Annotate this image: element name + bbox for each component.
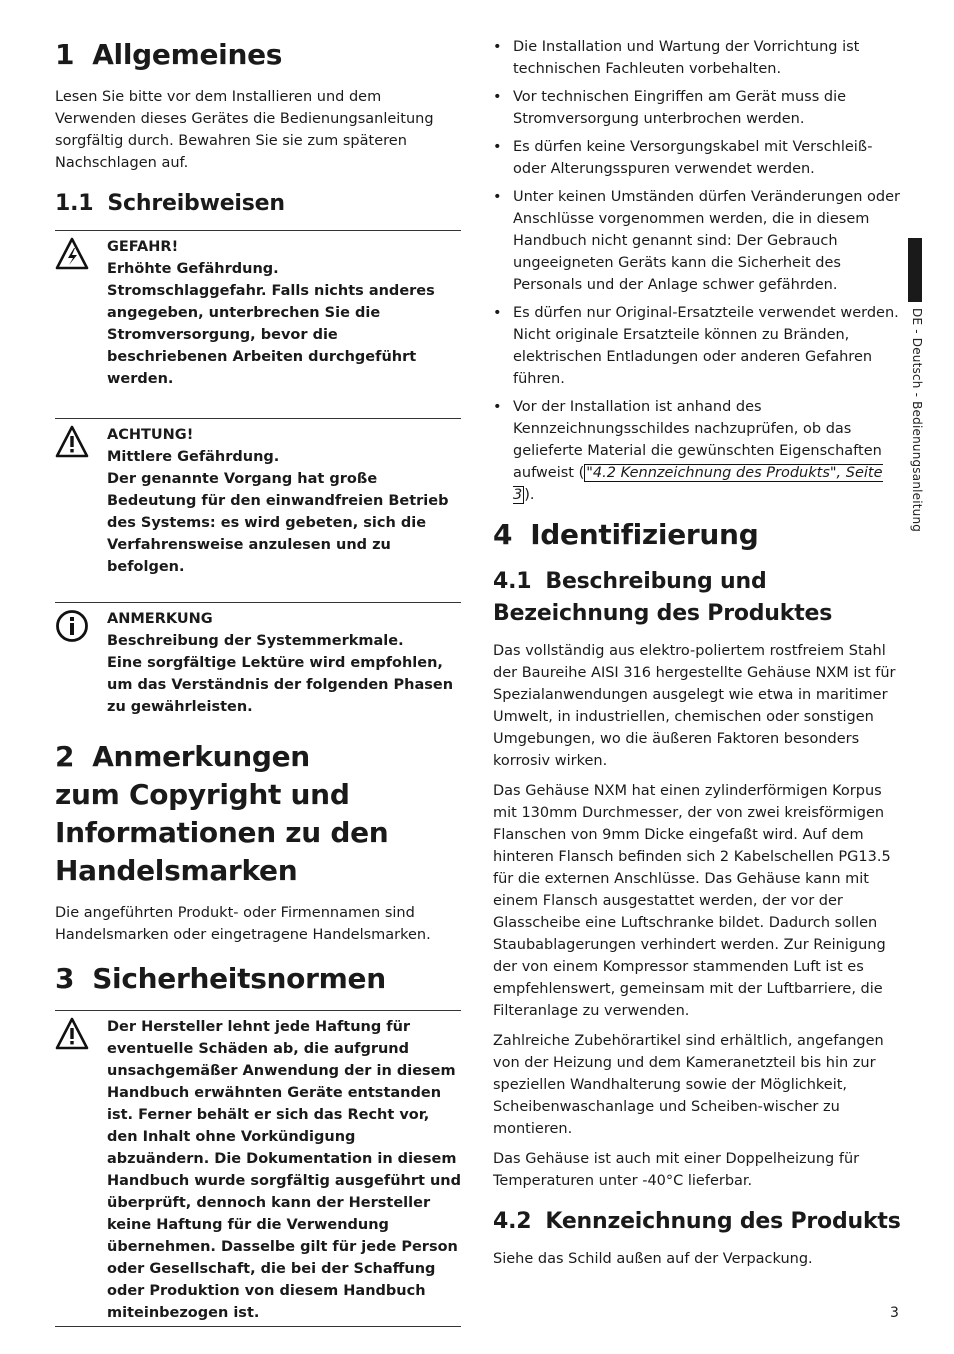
- section-number: 2: [55, 740, 75, 773]
- bullet-marker: •: [493, 399, 502, 415]
- notice-label: ANMERKUNG: [107, 611, 213, 627]
- section-1-heading: [55, 36, 461, 74]
- list-item: • Die Installation und Wartung der Vorrichtung ist technischen Fachleuten vorbehalten.: [493, 36, 903, 80]
- section-1-1-heading: [55, 188, 461, 220]
- section-2-heading: [55, 738, 461, 890]
- section-title-line: Handelsmarken: [55, 854, 298, 887]
- section-title: Sicherheitsnormen: [92, 962, 386, 995]
- caution-notice: [55, 418, 461, 588]
- section-title-line: Anmerkungen: [92, 740, 310, 773]
- liability-notice: [55, 1010, 461, 1327]
- section-4-2-heading: [493, 1206, 903, 1238]
- subsection-number: 1.1: [55, 191, 94, 216]
- section-number: 4: [493, 518, 513, 551]
- section-number: 1: [55, 38, 75, 71]
- section-1-intro: Lesen Sie bitte vor dem Installieren und dem Verwenden dieses Gerätes die Bedienungsanleitung sorgfältig durch. Bewahren Sie sie zum späteren Nachschlagen auf.: [55, 89, 434, 171]
- bullet-marker: •: [493, 89, 502, 105]
- section-title: Allgemeines: [92, 38, 283, 71]
- bullet-marker: •: [493, 139, 502, 155]
- section-3-heading: [55, 960, 461, 998]
- warning-triangle-icon: [55, 425, 89, 459]
- notice-level: Beschreibung der Systemmerkmale.: [107, 633, 404, 649]
- notice-level: Mittlere Gefährdung.: [107, 449, 280, 465]
- subsection-title-line: Beschreibung und: [545, 569, 767, 594]
- list-item: • Vor der Installation ist anhand des Kennzeichnungsschildes nachzuprüfen, ob das gelieferte Material die gewünschten Eigenschaften aufweist ( "4.2 Kennzeichnung des Produkts", Seite 3 ).: [493, 396, 903, 506]
- paragraph: Das Gehäuse ist auch mit einer Doppelheizung für Temperaturen unter -40°C lieferbar.: [493, 1151, 860, 1189]
- subsection-title-line: Bezeichnung des Produktes: [493, 601, 833, 626]
- notice-label: ACHTUNG!: [107, 427, 194, 443]
- bullet-marker: •: [493, 305, 502, 321]
- notice-label: GEFAHR!: [107, 239, 179, 255]
- section-4-1-heading: [493, 566, 903, 630]
- bullet-marker: •: [493, 189, 502, 205]
- section-title-line: zum Copyright und: [55, 778, 350, 811]
- section-4-heading: [493, 516, 903, 554]
- page-number: 3: [890, 1305, 899, 1321]
- subsection-title: Kennzeichnung des Produkts: [545, 1209, 901, 1234]
- section-number: 3: [55, 962, 75, 995]
- list-item: • Vor technischen Eingriffen am Gerät muss die Stromversorgung unterbrochen werden.: [493, 86, 903, 130]
- danger-notice: [55, 230, 461, 400]
- notice-body: Der Hersteller lehnt jede Haftung für eventuelle Schäden ab, die aufgrund unsachgemäßer Anwendung der in diesem Handbuch erwähnten Geräte entstanden ist. Ferner behält er sich das Recht vor, den Inhalt ohne Vorkündigung abzuändern. Die Dokumentation in diesem Handbuch wurde sorgfältig ausgeführt und überprüft, dennoch kann der Hersteller keine Haftung für die Verwendung übernehmen. Dasselbe gilt für jede Person oder Gesellschaft, die bei der Schaffung oder Produktion von diesem Handbuch miteinbezogen ist.: [107, 1019, 461, 1321]
- paragraph: Siehe das Schild außen auf der Verpackung.: [493, 1251, 813, 1267]
- safety-bullet-list: [493, 36, 903, 506]
- list-item: • Es dürfen nur Original-Ersatzteile verwendet werden. Nicht originale Ersatzteile können zu Bränden, elektrischen Entladungen oder anderen Gefahren führen.: [493, 302, 903, 390]
- electric-hazard-icon: [55, 237, 89, 271]
- section-title-line: Informationen zu den: [55, 816, 389, 849]
- warning-triangle-icon: [55, 1017, 89, 1051]
- section-2-text: Die angeführten Produkt- oder Firmennamen sind Handelsmarken oder eingetragene Handelsmarken.: [55, 905, 431, 943]
- notice-body: Stromschlaggefahr. Falls nichts anderes angegeben, unterbrechen Sie die Stromversorgung, bevor die beschriebenen Arbeiten durchgeführt werden.: [107, 283, 435, 387]
- paragraph: Das Gehäuse NXM hat einen zylinderförmigen Korpus mit 130mm Durchmesser, der von zwei kreisförmigen Flanschen von 9mm Dicke eingefaßt wird. Auf dem hinteren Flansch befinden sich 2 Kabelschellen PG13.5 für die externen Anschlüsse. Das Gehäuse kann mit einem Flansch ausgestattet werden, der vor der Glasscheibe eine Luftschranke bildet. Dadurch sollen Staubablagerungen verhindert werden. Zur Reinigung der von einem Kompressor stammenden Luft ist es empfehlenswert, gemeinsam mit der Luftbarriere, die Filteranlage zu verwenden.: [493, 783, 891, 1019]
- notice-level: Erhöhte Gefährdung.: [107, 261, 279, 277]
- list-item: • Es dürfen keine Versorgungskabel mit Verschleiß- oder Alterungsspuren verwendet werden.: [493, 136, 903, 180]
- side-language-label: DE - Deutsch - Bedienungsanleitung: [910, 308, 924, 533]
- subsection-number: 4.1: [493, 569, 532, 594]
- notice-body: Der genannte Vorgang hat große Bedeutung für den einwandfreien Betrieb des Systems: es wird gebeten, sich die Verfahrensweise anzulesen und zu befolgen.: [107, 471, 449, 575]
- section-title: Identifizierung: [530, 518, 759, 551]
- subsection-title: Schreibweisen: [107, 191, 285, 216]
- notice-body: Eine sorgfältige Lektüre wird empfohlen, um das Verständnis der folgenden Phasen zu gewährleisten.: [107, 655, 454, 715]
- cross-reference-link[interactable]: "4.2 Kennzeichnung des Produkts", Seite 3: [513, 465, 883, 503]
- right-column: [493, 36, 903, 1278]
- paragraph: Zahlreiche Zubehörartikel sind erhältlich, angefangen von der Heizung und dem Kameranetzteil bis hin zur speziellen Wandhalterung sowie der Möglichkeit, Scheibenwaschanlage und Scheiben-wischer zu montieren.: [493, 1033, 884, 1137]
- subsection-number: 4.2: [493, 1209, 532, 1234]
- bullet-marker: •: [493, 39, 502, 55]
- info-circle-icon: [55, 609, 89, 643]
- language-tab-marker: [908, 238, 922, 302]
- list-item: • Unter keinen Umständen dürfen Veränderungen oder Anschlüsse vorgenommen werden, die in diesem Handbuch nicht genannt sind: Der Gebrauch ungeeigneten Geräts kann die Sicherheit des Personals und der Anlage schwer gefährden.: [493, 186, 903, 296]
- left-column: [55, 36, 461, 1337]
- paragraph: Das vollständig aus elektro-poliertem rostfreiem Stahl der Baureihe AISI 316 hergestellte Gehäuse NXM ist für Spezialanwendungen ausgelegt wie etwa in maritimer Umwelt, in industriellen, chemischen oder sonstigen Umgebungen, wo die äußeren Faktoren besonders korrosiv wirken.: [493, 643, 896, 769]
- note-notice: [55, 602, 461, 718]
